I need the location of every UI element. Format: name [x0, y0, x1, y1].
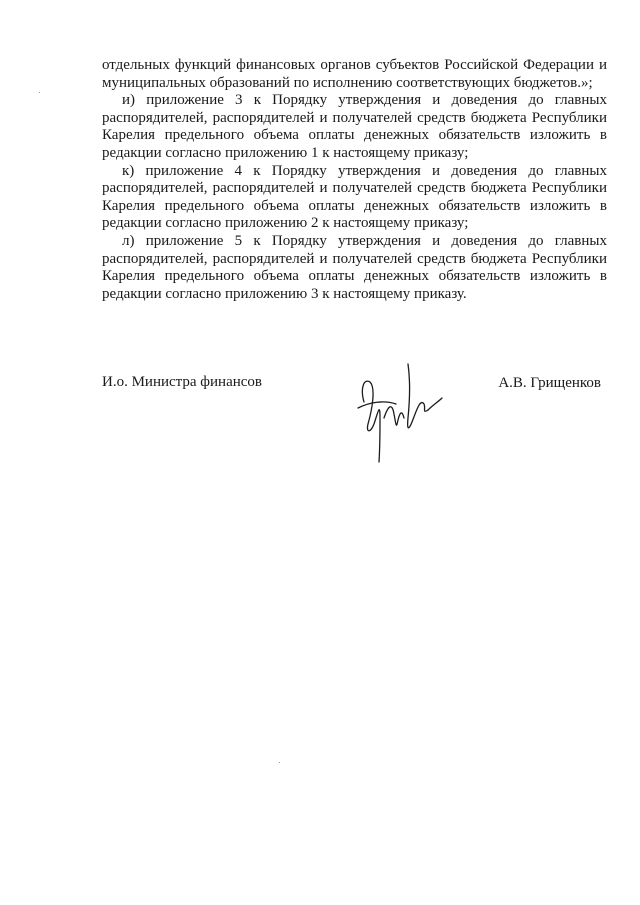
scan-speck — [279, 762, 280, 763]
paragraph-item-l: л) приложение 5 к Порядку утверждения и доведения до главных распорядителей, распорядителей и получателей средств бюджета Республики Карелия предельного объема оплаты денежных обязательств изложить в редакции согласно приложению 3 к настоящему приказу. — [102, 232, 607, 302]
paragraph-continuation: отдельных функций финансовых органов субъектов Российской Федерации и муниципальных образований по исполнению соответствующих бюджетов.»; — [102, 57, 607, 91]
scan-speck — [39, 92, 40, 93]
signatory-name: А.В. Грищенков — [498, 375, 601, 391]
document-body — [102, 57, 607, 303]
signatory-position: И.о. Министра финансов — [102, 374, 263, 390]
signature-block — [102, 358, 607, 468]
paragraph-item-i: и) приложение 3 к Порядку утверждения и доведения до главных распорядителей, распорядителей и получателей средств бюджета Республики Карелия предельного объема оплаты денежных обязательств изложить в редакции согласно приложению 1 к настоящему приказу; — [102, 92, 607, 161]
paragraph-item-k: к) приложение 4 к Порядку утверждения и доведения до главных распорядителей, распорядителей и получателей средств бюджета Республики Карелия предельного объема оплаты денежных обязательств изложить в редакции согласно приложению 2 к настоящему приказу; — [102, 162, 607, 232]
handwritten-signature — [350, 358, 450, 466]
